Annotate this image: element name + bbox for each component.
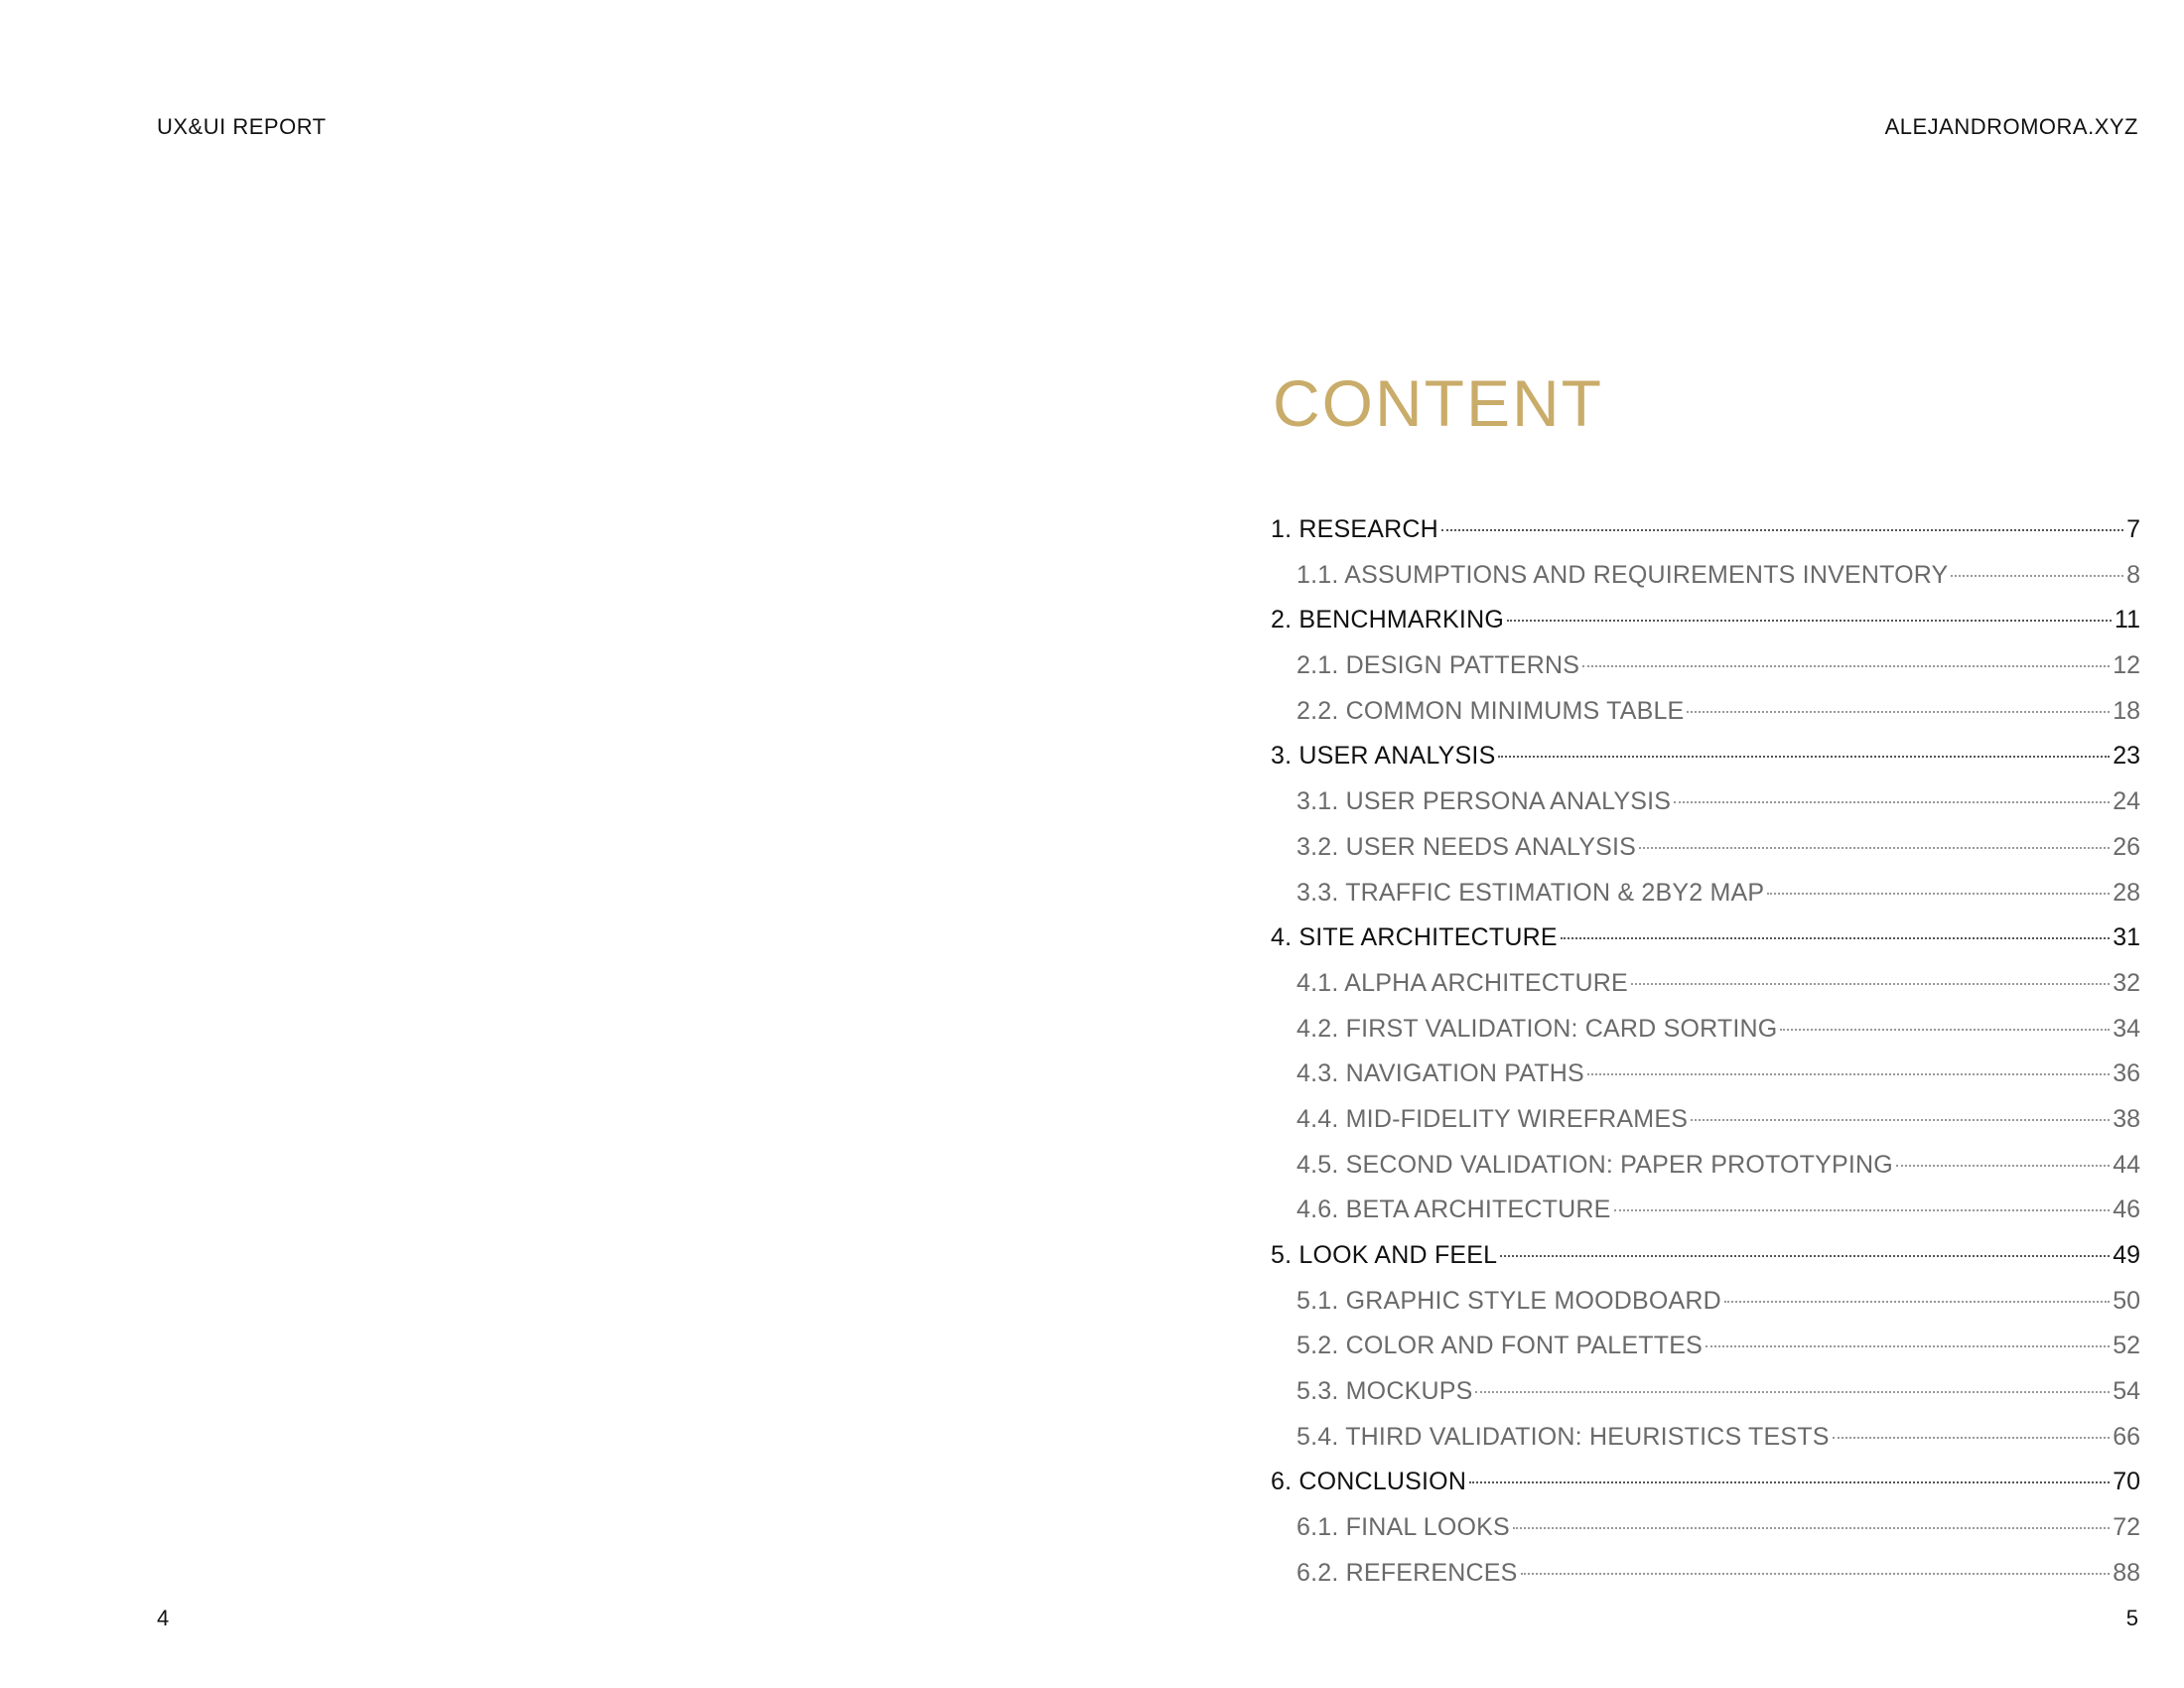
toc-subsection[interactable] xyxy=(1271,1059,2140,1105)
toc-subsection[interactable] xyxy=(1271,1513,2140,1559)
toc-subsection[interactable] xyxy=(1271,879,2140,924)
toc-entry-label: 4. SITE ARCHITECTURE xyxy=(1271,923,1558,952)
toc-entry-page-number: 32 xyxy=(2113,968,2140,997)
toc-entry-label: 3.2. USER NEEDS ANALYSIS xyxy=(1297,832,1636,861)
dot-leader xyxy=(1706,1345,2110,1347)
toc-subsection[interactable] xyxy=(1271,1332,2140,1377)
toc-entry-page-number: 23 xyxy=(2113,742,2140,771)
toc-entry-page-number: 88 xyxy=(2113,1558,2140,1587)
toc-entry-label: 5. LOOK AND FEEL xyxy=(1271,1241,1498,1269)
toc-subsection[interactable] xyxy=(1271,1423,2140,1469)
toc-entry-label: 3.3. TRAFFIC ESTIMATION & 2BY2 MAP xyxy=(1297,878,1765,907)
toc-subsection[interactable] xyxy=(1271,1287,2140,1333)
dot-leader xyxy=(1475,1391,2110,1393)
toc-entry-label: 4.4. MID-FIDELITY WIREFRAMES xyxy=(1297,1104,1689,1133)
running-head-right: ALEJANDROMORA.XYZ xyxy=(1884,114,2138,139)
toc-entry-page-number: 70 xyxy=(2113,1468,2140,1496)
toc-subsection[interactable] xyxy=(1271,561,2140,607)
dot-leader xyxy=(1498,756,2110,758)
dot-leader xyxy=(1951,575,2123,577)
toc-section[interactable] xyxy=(1271,515,2140,561)
toc-entry-label: 4.2. FIRST VALIDATION: CARD SORTING xyxy=(1297,1014,1778,1043)
toc-entry-page-number: 11 xyxy=(2115,606,2140,634)
dot-leader xyxy=(1631,983,2110,985)
dot-leader xyxy=(1441,529,2123,531)
dot-leader xyxy=(1896,1165,2110,1167)
dot-leader xyxy=(1507,620,2112,622)
table-of-contents xyxy=(1271,515,2140,1605)
toc-entry-label: 2. BENCHMARKING xyxy=(1271,606,1504,634)
right-page xyxy=(1092,0,2184,1688)
toc-entry-label: 5.3. MOCKUPS xyxy=(1297,1377,1473,1406)
toc-subsection[interactable] xyxy=(1271,651,2140,697)
dot-leader xyxy=(1687,711,2110,713)
toc-entry-label: 5.1. GRAPHIC STYLE MOODBOARD xyxy=(1297,1286,1721,1315)
toc-section[interactable] xyxy=(1271,606,2140,651)
dot-leader xyxy=(1833,1437,2111,1439)
dot-leader xyxy=(1691,1119,2110,1121)
toc-entry-page-number: 28 xyxy=(2113,878,2140,907)
toc-subsection[interactable] xyxy=(1271,697,2140,743)
dot-leader xyxy=(1614,1209,2111,1211)
toc-entry-page-number: 7 xyxy=(2126,515,2140,543)
toc-subsection[interactable] xyxy=(1271,833,2140,879)
toc-entry-page-number: 44 xyxy=(2113,1150,2140,1179)
toc-entry-page-number: 24 xyxy=(2113,787,2140,816)
toc-entry-page-number: 12 xyxy=(2113,651,2140,680)
toc-entry-page-number: 31 xyxy=(2113,923,2140,952)
dot-leader xyxy=(1582,665,2110,667)
toc-entry-page-number: 26 xyxy=(2113,832,2140,861)
dot-leader xyxy=(1767,893,2110,895)
toc-entry-page-number: 72 xyxy=(2113,1513,2140,1542)
toc-entry-label: 5.4. THIRD VALIDATION: HEURISTICS TESTS xyxy=(1297,1422,1830,1451)
toc-entry-label: 1. RESEARCH xyxy=(1271,515,1438,543)
toc-entry-page-number: 54 xyxy=(2113,1377,2140,1406)
toc-entry-label: 3. USER ANALYSIS xyxy=(1271,742,1496,771)
toc-entry-label: 5.2. COLOR AND FONT PALETTES xyxy=(1297,1332,1703,1360)
toc-entry-page-number: 49 xyxy=(2113,1241,2140,1269)
toc-subsection[interactable] xyxy=(1271,1377,2140,1423)
toc-entry-label: 6.1. FINAL LOOKS xyxy=(1297,1513,1510,1542)
toc-entry-label: 4.1. ALPHA ARCHITECTURE xyxy=(1297,968,1628,997)
dot-leader xyxy=(1724,1301,2110,1303)
dot-leader xyxy=(1513,1527,2110,1529)
toc-entry-label: 4.6. BETA ARCHITECTURE xyxy=(1297,1196,1611,1224)
dot-leader xyxy=(1639,847,2110,849)
toc-entry-label: 4.3. NAVIGATION PATHS xyxy=(1297,1059,1584,1088)
toc-subsection[interactable] xyxy=(1271,1105,2140,1151)
toc-entry-page-number: 50 xyxy=(2113,1286,2140,1315)
toc-section[interactable] xyxy=(1271,742,2140,787)
toc-entry-label: 4.5. SECOND VALIDATION: PAPER PROTOTYPING xyxy=(1297,1150,1893,1179)
toc-entry-page-number: 34 xyxy=(2113,1014,2140,1043)
toc-entry-page-number: 36 xyxy=(2113,1059,2140,1088)
running-head-left: UX&UI REPORT xyxy=(157,114,327,139)
toc-section[interactable] xyxy=(1271,1468,2140,1513)
toc-subsection[interactable] xyxy=(1271,787,2140,833)
toc-title: CONTENT xyxy=(1273,366,1603,440)
toc-subsection[interactable] xyxy=(1271,1559,2140,1605)
toc-entry-label: 6. CONCLUSION xyxy=(1271,1468,1467,1496)
toc-entry-label: 2.2. COMMON MINIMUMS TABLE xyxy=(1297,696,1685,725)
toc-entry-label: 3.1. USER PERSONA ANALYSIS xyxy=(1297,787,1672,816)
toc-section[interactable] xyxy=(1271,923,2140,969)
page-number-left: 4 xyxy=(157,1606,170,1630)
toc-entry-label: 1.1. ASSUMPTIONS AND REQUIREMENTS INVENTORY xyxy=(1297,560,1949,589)
toc-entry-page-number: 38 xyxy=(2113,1104,2140,1133)
toc-entry-page-number: 46 xyxy=(2113,1196,2140,1224)
dot-leader xyxy=(1674,801,2110,803)
toc-entry-page-number: 8 xyxy=(2126,560,2140,589)
toc-entry-page-number: 52 xyxy=(2113,1332,2140,1360)
dot-leader xyxy=(1587,1073,2110,1075)
dot-leader xyxy=(1780,1029,2110,1031)
page-number-right: 5 xyxy=(2125,1606,2138,1630)
toc-subsection[interactable] xyxy=(1271,1151,2140,1196)
toc-entry-page-number: 66 xyxy=(2113,1422,2140,1451)
toc-subsection[interactable] xyxy=(1271,969,2140,1015)
dot-leader xyxy=(1521,1573,2111,1575)
toc-entry-label: 2.1. DESIGN PATTERNS xyxy=(1297,651,1580,680)
toc-subsection[interactable] xyxy=(1271,1196,2140,1241)
toc-entry-label: 6.2. REFERENCES xyxy=(1297,1558,1518,1587)
toc-subsection[interactable] xyxy=(1271,1015,2140,1060)
dot-leader xyxy=(1500,1255,2110,1257)
dot-leader xyxy=(1561,937,2110,939)
toc-section[interactable] xyxy=(1271,1241,2140,1287)
dot-leader xyxy=(1469,1481,2110,1483)
toc-entry-page-number: 18 xyxy=(2113,696,2140,725)
